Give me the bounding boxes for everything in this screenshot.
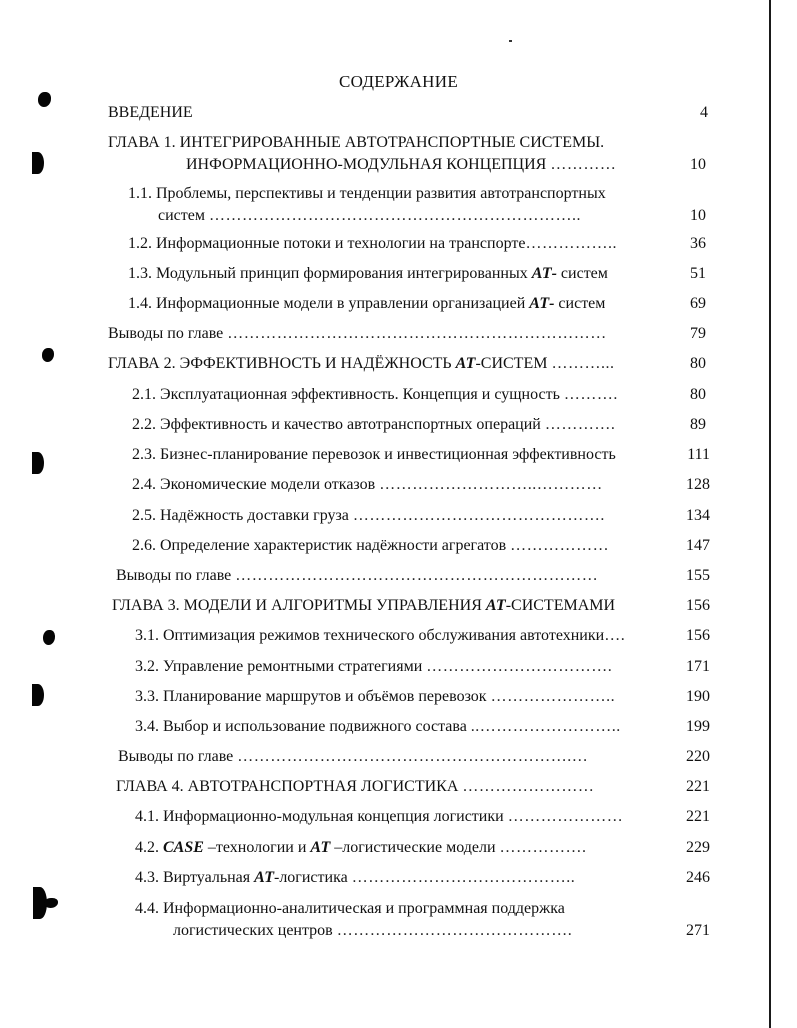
toc-entry-chapter-1 [108, 132, 708, 176]
toc-entry-text: ГЛАВА 2. ЭФФЕКТИВНОСТЬ И НАДЁЖНОСТЬ [108, 355, 456, 372]
toc-page-number: 89 [690, 416, 706, 433]
toc-entry-text: 2.5. Надёжность доставки груза [132, 507, 349, 524]
toc-entry-text-line2: систем [158, 207, 205, 224]
toc-leader-dots: ..…………………….. [470, 718, 621, 735]
toc-page-number: 171 [686, 658, 710, 675]
toc-page-number: 10 [690, 207, 706, 224]
toc-leader-dots: ………... [551, 355, 615, 372]
toc-leader-dots: ……………… [510, 537, 610, 554]
toc-leader-dots: …………………………………………………………… [227, 325, 607, 342]
hole-punch-mark [43, 630, 55, 645]
toc-page-number: 190 [686, 688, 710, 705]
toc-page-number: 51 [690, 265, 706, 282]
toc-entry-text: 3.1. Оптимизация режимов технического обслуживания автотехники [135, 627, 605, 644]
toc-entry-text: 4.3. Виртуальная [135, 869, 255, 886]
toc-page-number: 155 [686, 567, 710, 584]
toc-entry-emphasis: АТ [254, 869, 274, 886]
toc-entry-text: 4.2. [135, 839, 163, 856]
toc-page-number: 128 [686, 476, 710, 493]
toc-page-number: 134 [686, 507, 710, 524]
toc-page-number: 156 [686, 597, 710, 614]
toc-leader-dots: ………. [563, 386, 618, 403]
toc-leader-dots: ………………………………….. [351, 869, 576, 886]
toc-leader-dots: …………………………………………………….… [237, 748, 589, 765]
toc-entry-text: 2.4. Экономические модели отказов [132, 476, 376, 493]
toc-entry-text: 1.3. Модульный принцип формирования интегрированных [128, 265, 532, 282]
toc-entry-emphasis: CASE [163, 839, 204, 856]
toc-entry-text: -СИСТЕМ [475, 355, 548, 372]
hole-punch-mark [32, 452, 44, 474]
toc-entry-text: 3.3. Планирование маршрутов и объёмов перевозок [135, 688, 487, 705]
toc-entry-text: 2.1. Эксплуатационная эффективность. Концепция и сущность [132, 386, 560, 403]
toc-leader-dots: ……………………………………. [336, 922, 573, 939]
hole-punch-mark [42, 348, 54, 362]
toc-leader-dots: ………… [550, 156, 617, 173]
toc-entry-text: систем [554, 295, 606, 312]
toc-entry-text: 2.6. Определение характеристик надёжности агрегатов [132, 537, 507, 554]
toc-page-number: 156 [686, 627, 710, 644]
toc-entry-text: ВВЕДЕНИЕ [108, 104, 193, 121]
toc-leader-dots: ………………… [507, 808, 624, 825]
toc-entry-text: -СИСТЕМАМИ [505, 597, 616, 614]
toc-entry-emphasis: АТ- [529, 295, 555, 312]
toc-entry-text: ГЛАВА 3. МОДЕЛИ И АЛГОРИТМЫ УПРАВЛЕНИЯ [112, 597, 486, 614]
hole-punch-mark [32, 684, 44, 706]
toc-leader-dots: ………………….. [490, 688, 616, 705]
toc-entry-text: –технологии и [203, 839, 311, 856]
toc-page-number: 221 [686, 808, 710, 825]
toc-leader-dots: ………………………………………………………….. [208, 207, 581, 224]
toc-leader-dots: …. [604, 627, 626, 644]
toc-entry-text: 2.2. Эффективность и качество автотранспортных операций [132, 416, 541, 433]
toc-entry-text-line2: ИНФОРМАЦИОННО-МОДУЛЬНАЯ КОНЦЕПЦИЯ [186, 156, 547, 173]
toc-page-number: 36 [690, 235, 706, 252]
toc-page-number: 10 [690, 156, 706, 173]
toc-entry-section-1-1 [128, 183, 708, 227]
toc-entry-text: Выводы по главе [108, 325, 224, 342]
toc-entry-text: 3.2. Управление ремонтными стратегиями [135, 658, 423, 675]
page-title: СОДЕРЖАНИЕ [338, 72, 459, 91]
toc-leader-dots: …………. [544, 416, 616, 433]
toc-entry-emphasis: АТ [310, 839, 331, 856]
toc-entry-text: 1.4. Информационные модели в управлении организацией [128, 295, 530, 312]
toc-page-number: 229 [686, 839, 710, 856]
toc-page-number: 220 [686, 748, 710, 765]
toc-entry-text: 4.1. Информационно-модульная концепция логистики [135, 808, 504, 825]
toc-entry-text: 1.1. Проблемы, перспективы и тенденции развития автотранспортных [128, 185, 606, 202]
toc-entry-text: 1.2. Информационные потоки и технологии на транспорте [128, 235, 526, 252]
toc-leader-dots: ………………………..………… [379, 476, 603, 493]
hole-punch-mark [44, 898, 58, 908]
toc-page-number: 79 [690, 325, 706, 342]
toc-page-number: 80 [690, 355, 706, 372]
scan-edge-line [769, 0, 771, 1028]
toc-page-number: 147 [686, 537, 710, 554]
toc-leader-dots: ……………. [499, 839, 587, 856]
toc-leader-dots: ……………………………. [426, 658, 613, 675]
toc-page-number: 271 [686, 922, 710, 939]
toc-leader-dots: …………………… [462, 778, 595, 795]
toc-entry-text: систем [556, 265, 608, 282]
hole-punch-mark [38, 92, 51, 107]
toc-page-number: 221 [686, 778, 710, 795]
hole-punch-mark [32, 152, 44, 174]
toc-page-number: 69 [690, 295, 706, 312]
toc-entry-text: -логистика [273, 869, 348, 886]
toc-entry-emphasis: АТ- [531, 265, 557, 282]
toc-entry-text: Выводы по главе [116, 567, 232, 584]
toc-leader-dots: ………………………………………. [352, 507, 605, 524]
toc-entry-text: ГЛАВА 4. АВТОТРАНСПОРТНАЯ ЛОГИСТИКА [116, 778, 459, 795]
toc-entry-text: 3.4. Выбор и использование подвижного состава [135, 718, 467, 735]
toc-page-number: 111 [687, 446, 710, 463]
toc-entry-emphasis: АТ [455, 355, 476, 372]
toc-page-number: 246 [686, 869, 710, 886]
toc-leader-dots: …………….. [525, 235, 617, 252]
toc-entry-text: ГЛАВА 1. ИНТЕГРИРОВАННЫЕ АВТОТРАНСПОРТНЫЕ СИСТЕМЫ. [108, 134, 605, 151]
toc-entry-text: 2.3. Бизнес-планирование перевозок и инвестиционная эффективность [132, 446, 616, 463]
scan-speck [509, 40, 512, 42]
toc-entry-text: 4.4. Информационно-аналитическая и программная поддержка [135, 900, 565, 917]
toc-entry-text: Выводы по главе [118, 748, 234, 765]
toc-page-number: 80 [690, 386, 706, 403]
toc-entry-text: –логистические модели [330, 839, 496, 856]
toc-entry-section-4-4 [135, 898, 708, 942]
toc-page-number: 199 [686, 718, 710, 735]
toc-entry-text-line2: логистических центров [173, 922, 333, 939]
toc-page-number: 4 [700, 104, 708, 121]
toc-entry-emphasis: АТ [485, 597, 506, 614]
toc-leader-dots: ………………………………………………………… [235, 567, 599, 584]
